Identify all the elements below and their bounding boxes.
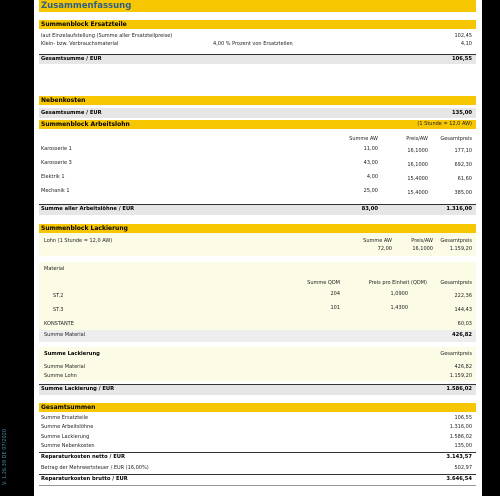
ersatzteile-header: Summenblock Ersatzteile [41, 20, 127, 28]
netto-value: 3.143,57 [446, 454, 472, 460]
material-row-einheit: 1,4300 [390, 305, 408, 311]
divider [39, 452, 476, 453]
ersatzteile-row2-value: 4,10 [460, 41, 472, 47]
arbeitslohn-col-aw: Summe AW [349, 136, 378, 142]
version-sidebar-label: V. 1.26.39 DE 07/2020 [2, 429, 8, 485]
arbeitslohn-row-label: Mechanik 1 [41, 188, 70, 194]
arbeitslohn-col-gesamt: Gesamtpreis [440, 136, 472, 142]
lackierung-lohn-block [39, 233, 476, 256]
divider [39, 485, 476, 486]
nebenkosten-header-bar [39, 96, 476, 105]
material-row-qdm: 204 [330, 291, 340, 297]
nebenkosten-total-value: 135,00 [451, 110, 472, 116]
brutto-label: Reparaturkosten brutto / EUR [41, 476, 128, 482]
arbeitslohn-header: Summenblock Arbeitslohn [41, 120, 130, 128]
arbeitslohn-row-label: Karosserie 1 [41, 146, 72, 152]
arbeitslohn-row-aw: 11,00 [363, 146, 378, 152]
gesamt-row-label: Summe Nebenkosten [41, 443, 95, 449]
gesamt-row-value: 106,55 [454, 415, 472, 421]
lackierung-col-gesamt2: Gesamtpreis [440, 280, 472, 286]
nebenkosten-total-label: Gesamtsumme / EUR [41, 110, 102, 116]
material-row-gesamt: 144,43 [454, 307, 472, 313]
arbeitslohn-row-label: Karosserie 3 [41, 160, 72, 166]
lackierung-col-aw: Summe AW [363, 238, 392, 244]
arbeitslohn-total-value: 1.316,00 [446, 206, 472, 212]
nebenkosten-header: Nebenkosten [41, 96, 86, 104]
divider [39, 54, 476, 55]
divider [39, 474, 476, 475]
arbeitslohn-total-aw: 83,00 [361, 206, 378, 212]
netto-label: Reparaturkosten netto / EUR [41, 454, 125, 460]
arbeitslohn-col-preis: Preis/AW [406, 136, 428, 142]
summe-lackierung-lohn-value: 1.159,20 [449, 373, 472, 379]
summe-lackierung-block [39, 347, 476, 381]
arbeitslohn-rate: (1 Stunde = 12,0 AW) [417, 121, 472, 127]
material-row-label: ST.2 [53, 293, 64, 299]
lackierung-total-value: 1.586,02 [446, 386, 472, 392]
mwst-value: 502,97 [454, 465, 472, 471]
ersatzteile-row1-label: laut Einzelaufstellung (Summe aller Ersatzteilpreise) [41, 33, 173, 39]
material-row-qdm: 101 [330, 305, 340, 311]
gesamt-row-label: Summe Lackierung [41, 434, 90, 440]
ersatzteile-row2-percent: 4,00 % Prozent von Ersatzteilen [213, 41, 293, 47]
lackierung-material-label: Material [44, 266, 65, 272]
arbeitslohn-row-preis: 16,1000 [407, 148, 428, 154]
lackierung-header: Summenblock Lackierung [41, 224, 128, 232]
summe-lackierung-material-value: 426,82 [454, 364, 472, 370]
summe-lackierung-col: Gesamtpreis [440, 351, 472, 357]
ersatzteile-row1-value: 102,45 [454, 33, 472, 39]
gesamt-row-label: Summe Arbeitslöhne [41, 424, 94, 430]
lackierung-col-qdm: Summe QDM [307, 280, 340, 286]
arbeitslohn-row-preis: 16,1000 [407, 162, 428, 168]
arbeitslohn-row-label: Elektrik 1 [41, 174, 65, 180]
gesamt-row-value: 1.316,00 [449, 424, 472, 430]
arbeitslohn-row-preis: 15,4000 [407, 190, 428, 196]
arbeitslohn-row-gesamt: 692,30 [454, 162, 472, 168]
page-title: Zusammenfassung [41, 1, 132, 11]
material-row-einheit: 1,0900 [390, 291, 408, 297]
arbeitslohn-row-aw: 25,00 [363, 188, 378, 194]
lackierung-lohn-gesamt: 1.159,20 [449, 246, 472, 252]
arbeitslohn-total-label: Summe aller Arbeitslöhne / EUR [41, 206, 135, 212]
gesamt-header-bar [39, 403, 476, 412]
lackierung-col-preis: Preis/AW [411, 238, 433, 244]
summe-material-value: 426,82 [451, 332, 472, 338]
summe-material-bar [39, 330, 476, 342]
summary-document [34, 0, 482, 496]
mwst-label: Betrag der Mehrwertsteuer / EUR (16,00%) [41, 465, 149, 471]
divider [39, 204, 476, 205]
material-row-label: ST.3 [53, 307, 64, 313]
lackierung-col-gesamt: Gesamtpreis [440, 238, 472, 244]
summe-lackierung-header: Summe Lackierung [44, 351, 100, 357]
arbeitslohn-row-gesamt: 177,10 [454, 148, 472, 154]
lackierung-lohn-aw: 72,00 [377, 246, 392, 252]
summe-material-label: Summe Material [44, 332, 86, 338]
summe-lackierung-lohn-label: Summe Lohn [44, 373, 77, 379]
arbeitslohn-row-preis: 15,4000 [407, 176, 428, 182]
nebenkosten-total-bar [39, 108, 476, 118]
ersatzteile-total-value: 106,55 [451, 56, 472, 62]
gesamt-header: Gesamtsummen [41, 403, 96, 411]
lackierung-lohn-label: Lohn (1 Stunde = 12,0 AW) [44, 238, 113, 244]
lackierung-lohn-preis: 16,1000 [412, 246, 433, 252]
arbeitslohn-row-aw: 4,00 [366, 174, 378, 180]
brutto-value: 3.646,54 [446, 476, 472, 482]
gesamt-row-value: 1.586,02 [449, 434, 472, 440]
ersatzteile-row2-label: Klein- bzw. Verbrauchsmaterial [41, 41, 119, 47]
ersatzteile-total-label: Gesamtsumme / EUR [41, 56, 102, 62]
gesamt-row-value: 135,00 [454, 443, 472, 449]
material-row-gesamt: 222,36 [454, 293, 472, 299]
lackierung-total-label: Summe Lackierung / EUR [41, 386, 115, 392]
divider [39, 384, 476, 385]
arbeitslohn-row-gesamt: 61,60 [457, 176, 472, 182]
ersatzteile-total-bar [39, 54, 476, 64]
gesamt-row-label: Summe Ersatzteile [41, 415, 89, 421]
arbeitslohn-row-gesamt: 385,00 [454, 190, 472, 196]
arbeitslohn-row-aw: 43,00 [363, 160, 378, 166]
lackierung-col-einheit: Preis pro Einheit (QDM) [368, 280, 427, 286]
konstante-value: 60,03 [457, 321, 472, 327]
summe-lackierung-material-label: Summe Material [44, 364, 86, 370]
konstante-label: KONSTANTE [44, 321, 74, 327]
